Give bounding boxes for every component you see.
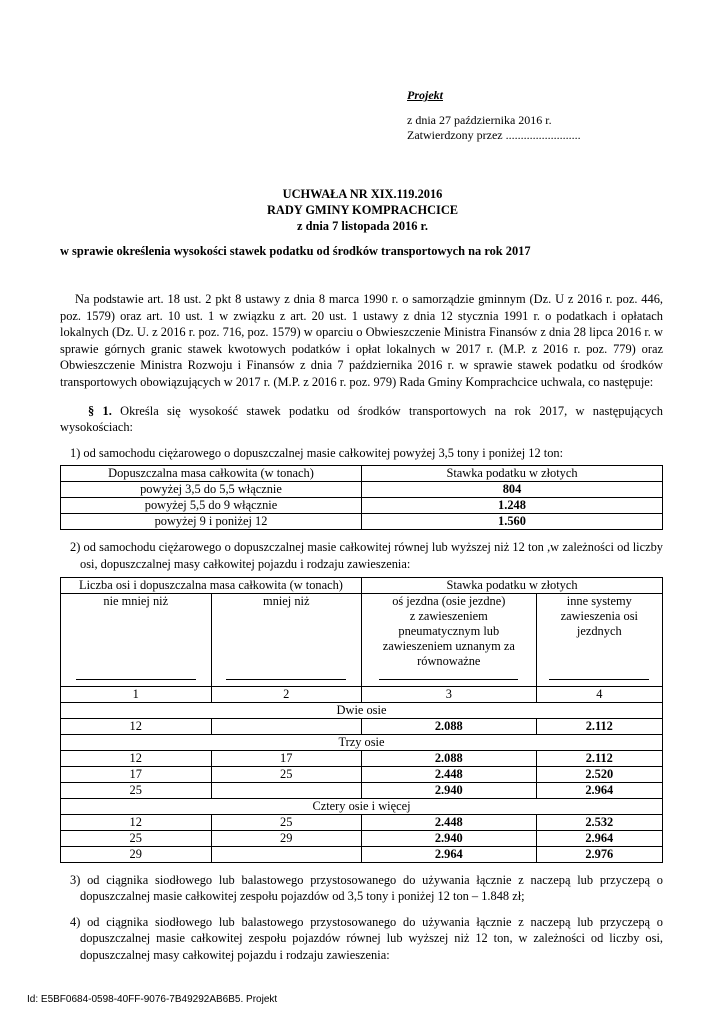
cell-min: 25 <box>61 782 212 798</box>
cell-max: 29 <box>211 830 362 846</box>
item-2: 2) od samochodu ciężarowego o dopuszczalnej masie całkowitej równej lub wyższej niż 12 ton ,w zależności od liczby osi, dopuszczalnej masy całkowitej pojazdu i rodzaju zawieszenia: <box>70 540 663 571</box>
resolution-date: z dnia 7 listopada 2016 r. <box>296 219 429 233</box>
item-1: 1) od samochodu ciężarowego o dopuszczalnej masie całkowitej powyżej 3,5 tony i poniżej 12 ton: <box>70 445 564 460</box>
col4-label-line: zawieszenia osi <box>560 608 638 623</box>
cell-rate-other: 2.532 <box>536 814 662 830</box>
header-block <box>407 113 581 143</box>
table-trucks-under-12t <box>60 465 663 530</box>
cell-max <box>211 718 362 734</box>
section-1-text: Określa się wysokość stawek podatku od środków transportowych na rok 2017, w następujących wysokościach: <box>60 403 663 435</box>
cell-rate-pneumatic: 2.088 <box>362 718 537 734</box>
table2-col3-header <box>362 593 537 686</box>
cell-rate-other: 2.112 <box>536 750 662 766</box>
cell-rate-pneumatic: 2.088 <box>362 750 537 766</box>
cell-rate-other: 2.976 <box>536 846 662 862</box>
col3-label-line: równoważne <box>417 653 481 668</box>
table-row <box>61 830 663 846</box>
group-four-axles: Cztery osie i więcej <box>61 798 663 814</box>
cell-max: 25 <box>211 814 362 830</box>
cell-min: 12 <box>61 718 212 734</box>
cell-max: 17 <box>211 750 362 766</box>
cell-rate-other: 2.520 <box>536 766 662 782</box>
resolution-number: UCHWAŁA NR XIX.119.2016 <box>282 187 443 201</box>
table1-header-mass: Dopuszczalna masa całkowita (w tonach) <box>61 466 362 482</box>
project-label: Projekt <box>407 88 443 102</box>
table-row <box>61 498 663 514</box>
section-1 <box>60 403 663 436</box>
table-row <box>61 766 663 782</box>
cell-rate-other: 2.112 <box>536 718 662 734</box>
table2-col2-header <box>211 593 362 686</box>
title-block <box>0 186 725 234</box>
col-number: 1 <box>61 686 212 702</box>
table-trucks-over-12t <box>60 577 663 863</box>
cell-rate-pneumatic: 2.940 <box>362 830 537 846</box>
preamble: Na podstawie art. 18 ust. 2 pkt 8 ustawy z dnia 8 marca 1990 r. o samorządzie gminnym (Dz. U z 2016 r. poz. 446, poz. 1579) oraz art. 10 ust. 1 w związku z art. 20 ust. 1 ustawy z dnia 12 stycznia 1991 r. o podatkach i opłatach lokalnych (Dz. U. z 2016 r. poz. 716, poz. 1579) w oparciu o Obwieszczenie Ministra Finansów z dnia 28 lipca 2016 r. w sprawie górnych granic stawek kwotowych podatków i opłat lokalnych w 2017 r. (M.P. z 2016 r. poz. 779) oraz Obwieszczenie Ministra Rozwoju i Finansów z dnia 7 października 2016 r. w sprawie stawek podatku od środków transportowych obowiązujących w 2017 r. (M.P. z 2016 r. poz. 979) Rada Gminy Komprachcice uchwala, co następuje: <box>60 292 663 389</box>
subject: w sprawie określenia wysokości stawek podatku od środków transportowych na rok 2017 <box>60 244 531 258</box>
table-row <box>61 750 663 766</box>
cell-min: 12 <box>61 750 212 766</box>
col4-label-line: jezdnych <box>576 623 622 638</box>
cell-min: 12 <box>61 814 212 830</box>
group-three-axles: Trzy osie <box>61 734 663 750</box>
cell-min: 17 <box>61 766 212 782</box>
cell-rate-other: 2.964 <box>536 782 662 798</box>
group-two-axles: Dwie osie <box>61 702 663 718</box>
col3-label-line: pneumatycznym lub <box>398 623 500 638</box>
section-1-label: § 1. <box>88 403 112 418</box>
table2-col1-header <box>61 593 212 686</box>
date-line: z dnia 27 października 2016 r. <box>407 113 552 127</box>
separator <box>549 679 649 680</box>
col3-label-line: oś jezdna (osie jezdne) <box>392 593 506 608</box>
cell-rate-pneumatic: 2.448 <box>362 814 537 830</box>
cell-min: 29 <box>61 846 212 862</box>
footer-id: Id: E5BF0684-0598-40FF-9076-7B49292AB6B5. Projekt <box>27 994 278 1005</box>
cell-rate-pneumatic: 2.964 <box>362 846 537 862</box>
table-row <box>61 814 663 830</box>
table1-value: 804 <box>362 482 663 498</box>
table1-value: 1.560 <box>362 514 663 530</box>
table-row <box>61 514 663 530</box>
table-row <box>61 782 663 798</box>
approved-line: Zatwierdzony przez ......................... <box>407 128 581 142</box>
separator <box>226 679 346 680</box>
document-body <box>60 291 663 964</box>
cell-max <box>211 846 362 862</box>
col4-label-line: inne systemy <box>566 593 632 608</box>
cell-max: 25 <box>211 766 362 782</box>
cell-rate-pneumatic: 2.448 <box>362 766 537 782</box>
table2-col4-header <box>536 593 662 686</box>
cell-rate-other: 2.964 <box>536 830 662 846</box>
table2-header-left: Liczba osi i dopuszczalna masa całkowita (w tonach) <box>61 577 362 593</box>
separator <box>379 679 518 680</box>
table1-label: powyżej 9 i poniżej 12 <box>61 514 362 530</box>
council-name: RADY GMINY KOMPRACHCICE <box>266 203 459 217</box>
table1-value: 1.248 <box>362 498 663 514</box>
table-row <box>61 482 663 498</box>
col-number: 4 <box>536 686 662 702</box>
table-row <box>61 718 663 734</box>
cell-rate-pneumatic: 2.940 <box>362 782 537 798</box>
table-row <box>61 846 663 862</box>
table1-label: powyżej 3,5 do 5,5 włącznie <box>61 482 362 498</box>
col2-label: mniej niż <box>263 593 310 608</box>
item-4: 4) od ciągnika siodłowego lub balastowego przystosowanego do używania łącznie z naczepą lub przyczepą o dopuszczalnej masie całkowitej zespołu pojazdów równej lub wyższej niż 12 ton, w zależności od liczby osi, dopuszczalnej masy całkowitej pojazdu i rodzaju zawieszenia: <box>70 914 663 962</box>
table1-header-rate: Stawka podatku w złotych <box>362 466 663 482</box>
cell-min: 25 <box>61 830 212 846</box>
item-3: 3) od ciągnika siodłowego lub balastowego przystosowanego do używania łącznie z naczepą lub przyczepą o dopuszczalnej masie całkowitej zespołu pojazdów od 3,5 tony i poniżej 12 ton – 1.848 zł; <box>70 872 663 904</box>
table1-label: powyżej 5,5 do 9 włącznie <box>61 498 362 514</box>
table2-header-right: Stawka podatku w złotych <box>362 577 663 593</box>
cell-max <box>211 782 362 798</box>
col-number: 2 <box>211 686 362 702</box>
col-number: 3 <box>362 686 537 702</box>
col3-label-line: zawieszeniem uznanym za <box>382 638 515 653</box>
separator <box>76 679 196 680</box>
col1-label: nie mniej niż <box>103 593 169 608</box>
col3-label-line: z zawieszeniem <box>409 608 488 623</box>
